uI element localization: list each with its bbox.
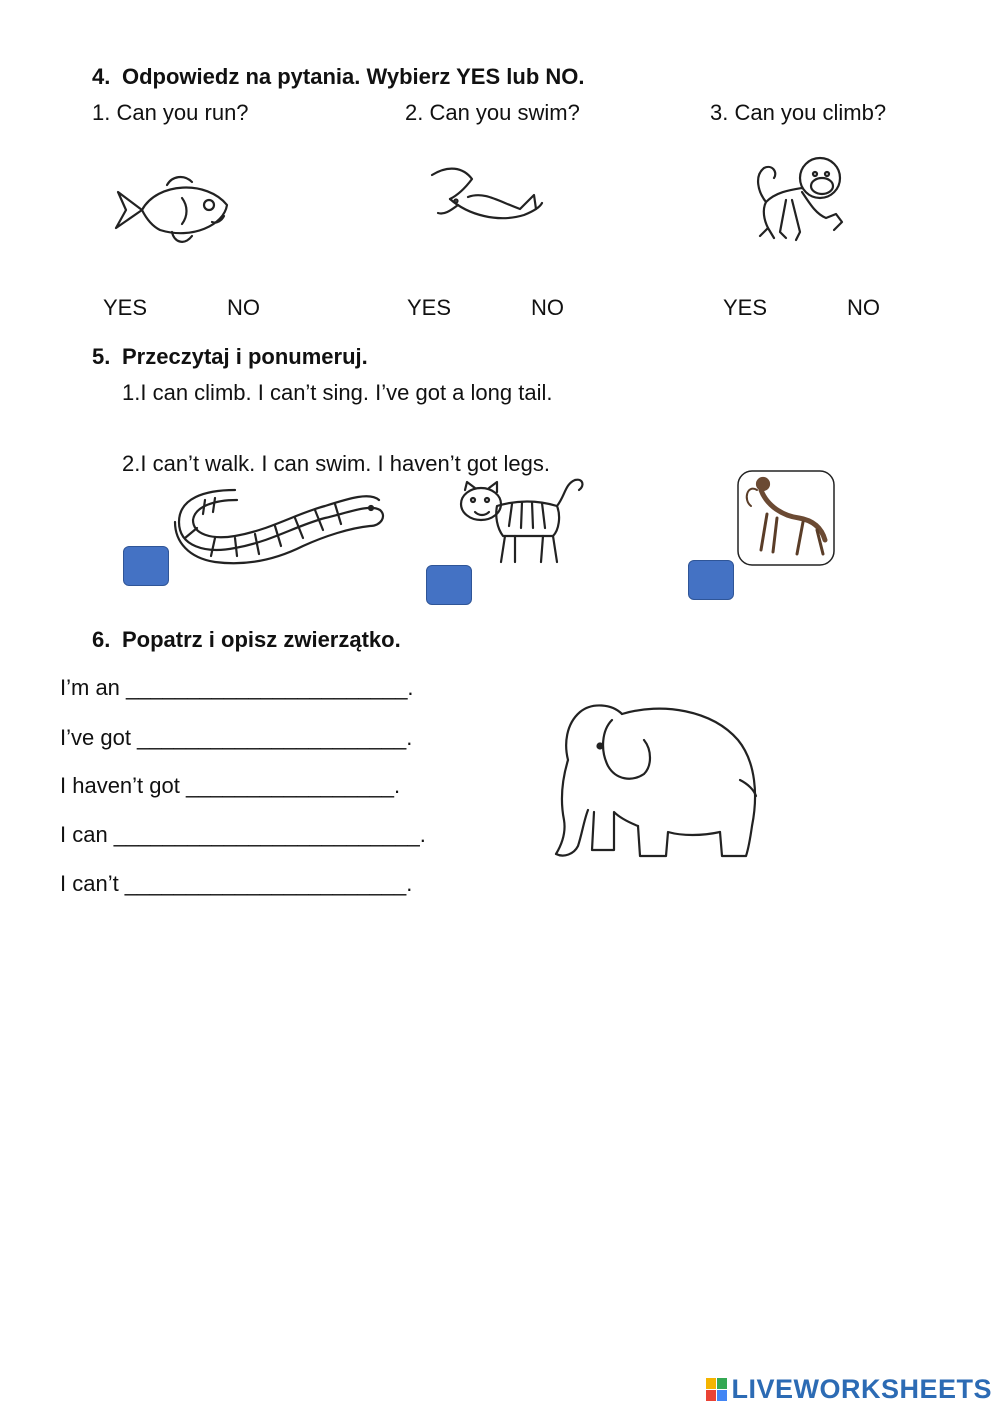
q1-no-option[interactable]: NO xyxy=(227,295,260,320)
logo-icon xyxy=(706,1378,728,1402)
bird-image xyxy=(428,165,546,235)
describe-line-1[interactable]: I’m an _______________________. xyxy=(60,675,414,700)
section-5-heading xyxy=(92,344,368,370)
describe-line-2[interactable]: I’ve got ______________________. xyxy=(60,725,413,750)
question-3: 3. Can you climb? xyxy=(710,100,887,125)
section-6-title: Popatrz i opisz zwierzątko. xyxy=(122,627,401,652)
q3-yes-option[interactable]: YES xyxy=(723,295,768,320)
sentence-1-text: I can climb. I can’t sing. I’ve got a long tail. xyxy=(140,380,553,405)
sentence-1 xyxy=(122,380,552,406)
section-4-number: 4. xyxy=(92,64,111,89)
logo-text: LIVEWORKSHEETS xyxy=(731,1374,992,1404)
spider-monkey-photo xyxy=(737,470,835,566)
section-6-heading xyxy=(92,627,401,653)
answer-box-worm[interactable] xyxy=(123,546,169,586)
section-4-title: Odpowiedz na pytania. Wybierz YES lub NO. xyxy=(122,64,585,89)
q2-yes-option[interactable]: YES xyxy=(407,295,452,320)
describe-line-3[interactable]: I haven’t got _________________. xyxy=(60,773,401,798)
section-5-number: 5. xyxy=(92,344,111,369)
elephant-image xyxy=(552,700,762,865)
describe-line-4[interactable]: I can _________________________. xyxy=(60,822,426,847)
monkey-image xyxy=(750,152,850,242)
sentence-1-number: 1. xyxy=(122,380,141,405)
tiger-image xyxy=(457,476,587,568)
q3-no-option[interactable]: NO xyxy=(847,295,880,320)
liveworksheets-logo xyxy=(706,1374,992,1405)
q2-no-option[interactable]: NO xyxy=(531,295,564,320)
sentence-2-number: 2. xyxy=(122,451,141,476)
question-1: 1. Can you run? xyxy=(92,100,249,125)
section-5-title: Przeczytaj i ponumeruj. xyxy=(122,344,368,369)
sentence-2 xyxy=(122,451,550,477)
answer-box-tiger[interactable] xyxy=(426,565,472,605)
answer-box-spider-monkey[interactable] xyxy=(688,560,734,600)
section-6-number: 6. xyxy=(92,627,111,652)
sentence-2-text: I can’t walk. I can swim. I haven’t got legs. xyxy=(140,451,550,476)
q1-yes-option[interactable]: YES xyxy=(103,295,148,320)
describe-line-5[interactable]: I can’t _______________________. xyxy=(60,871,413,896)
worm-image xyxy=(175,486,390,568)
section-4-heading xyxy=(92,64,584,90)
fish-image xyxy=(112,170,232,250)
question-2: 2. Can you swim? xyxy=(405,100,580,125)
